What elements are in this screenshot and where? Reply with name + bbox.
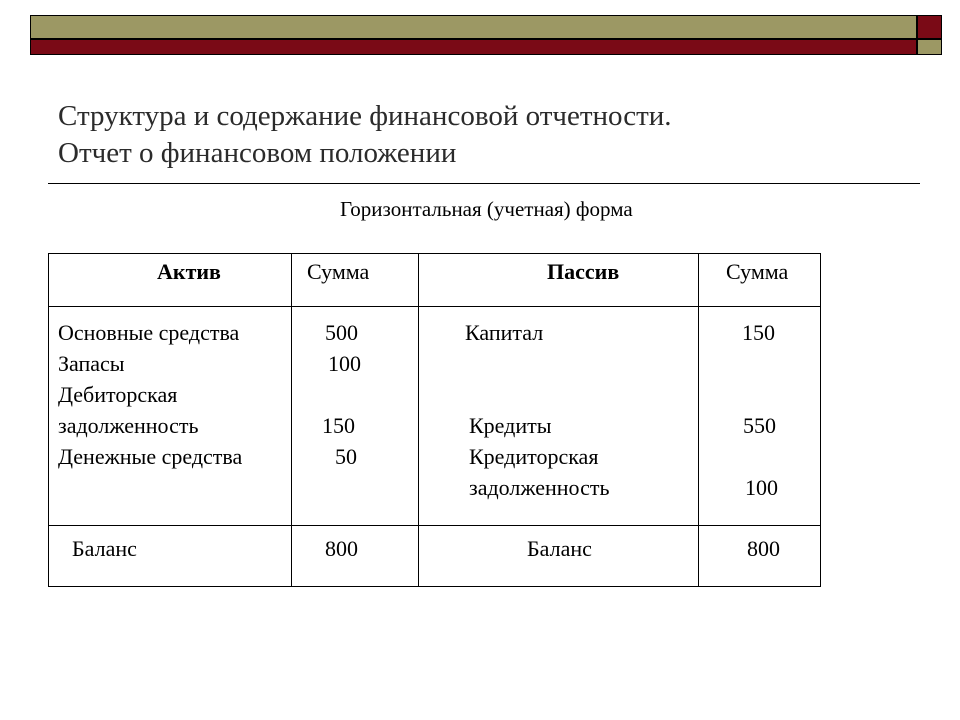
asset-label: Дебиторская <box>58 382 178 407</box>
slide-title <box>58 98 918 172</box>
asset-label: Запасы <box>58 351 125 376</box>
table-col-divider-3 <box>698 253 699 587</box>
header-liabilities: Пассив <box>547 259 620 284</box>
header-bar-red <box>30 39 917 55</box>
table-border-right <box>820 253 821 587</box>
header-assets: Актив <box>157 259 221 284</box>
liability-value: 100 <box>745 475 778 500</box>
header-assets-sum: Сумма <box>307 259 370 284</box>
header-bar-olive <box>30 15 917 39</box>
title-line-2: Отчет о финансовом положении <box>58 137 457 169</box>
liability-label: Кредиторская <box>469 444 599 469</box>
asset-label: Основные средства <box>58 320 240 345</box>
header-liabilities-sum: Сумма <box>726 259 789 284</box>
liability-label: Капитал <box>465 320 544 345</box>
table-border-bottom <box>48 586 821 587</box>
balance-assets-value: 800 <box>325 536 358 561</box>
liability-label: Кредиты <box>469 413 552 438</box>
table-border-left <box>48 253 49 587</box>
header-square-olive <box>917 39 942 55</box>
liability-value: 550 <box>743 413 776 438</box>
asset-value: 50 <box>335 444 357 469</box>
asset-value: 150 <box>322 413 355 438</box>
table-col-divider-1 <box>291 253 292 587</box>
balance-sheet-table <box>48 253 821 587</box>
table-header-divider <box>48 306 821 307</box>
balance-liabilities-value: 800 <box>747 536 780 561</box>
liability-value: 150 <box>742 320 775 345</box>
liability-label: задолженность <box>469 475 610 500</box>
asset-label: задолженность <box>58 413 199 438</box>
title-divider <box>48 183 920 184</box>
balance-liabilities-label: Баланс <box>527 536 592 561</box>
form-subtitle: Горизонтальная (учетная) форма <box>340 197 633 221</box>
asset-value: 100 <box>328 351 361 376</box>
table-col-divider-2 <box>418 253 419 587</box>
title-line-1: Структура и содержание финансовой отчетности. <box>58 100 672 132</box>
table-balance-divider <box>48 525 821 526</box>
asset-label: Денежные средства <box>58 444 243 469</box>
asset-value: 500 <box>325 320 358 345</box>
header-square-red <box>917 15 942 39</box>
table-border-top <box>48 253 821 254</box>
balance-assets-label: Баланс <box>72 536 137 561</box>
